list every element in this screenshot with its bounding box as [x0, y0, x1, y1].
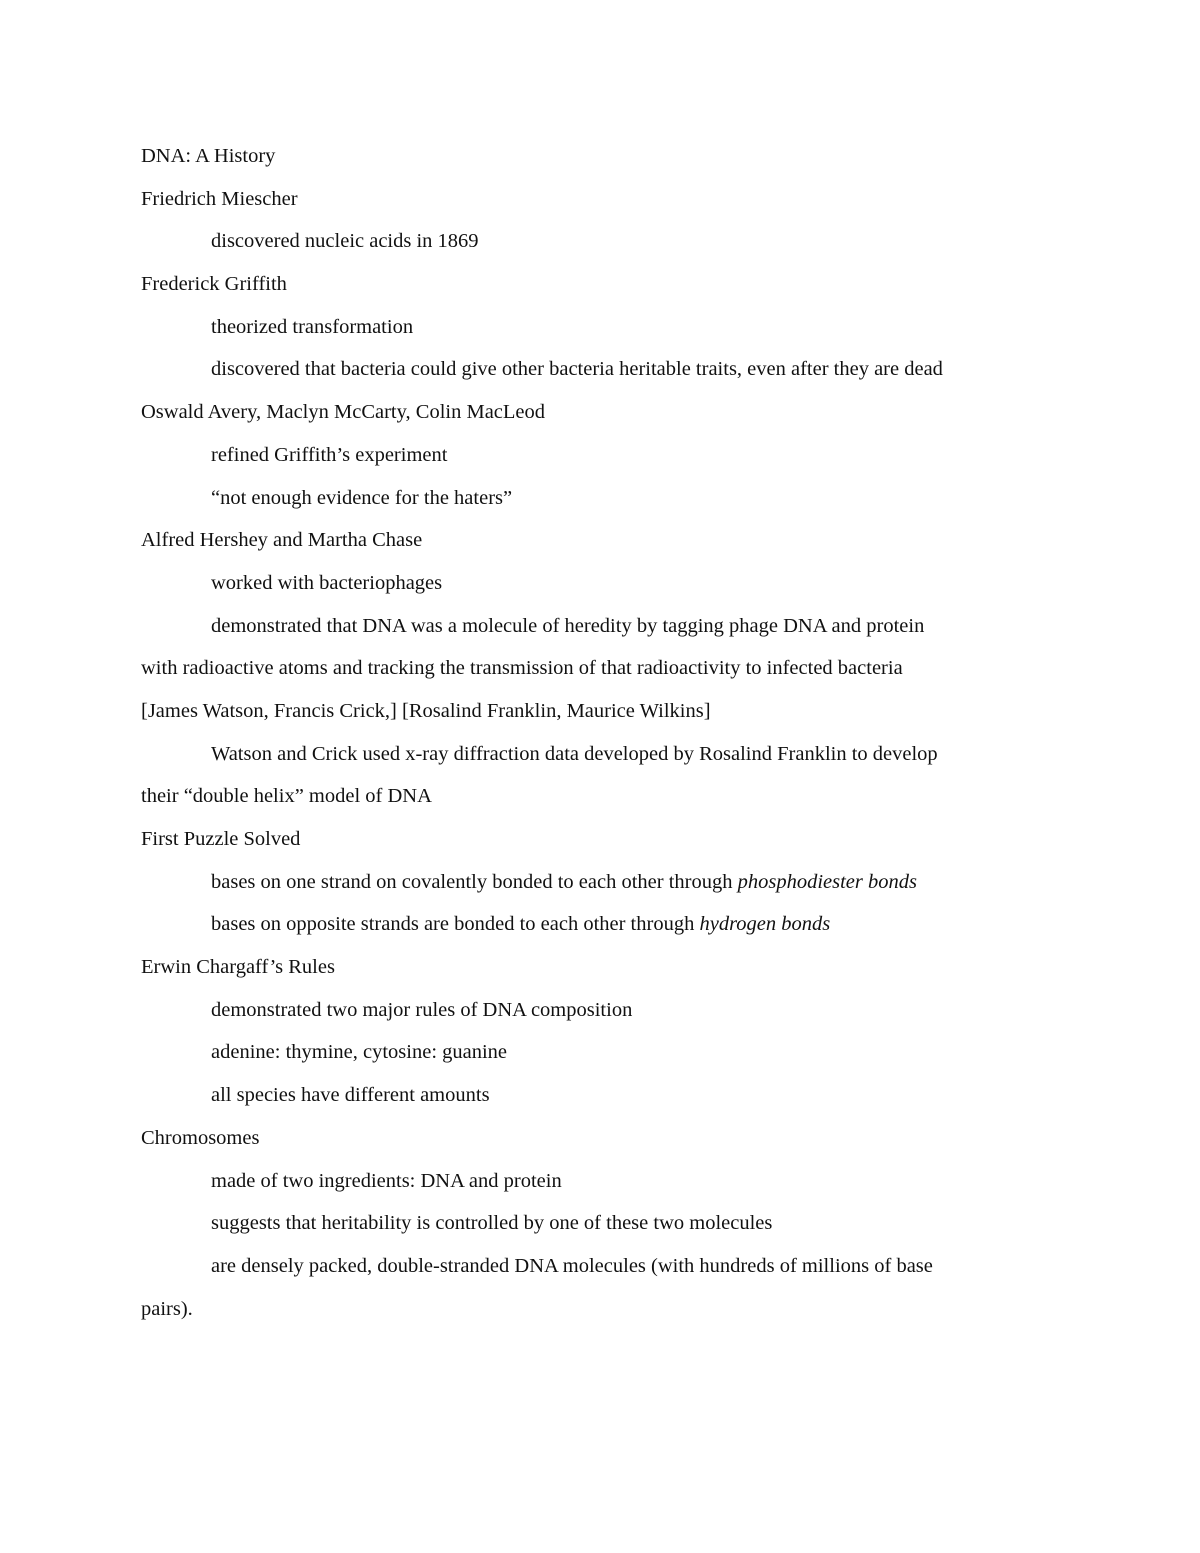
- section-point: suggests that heritability is controlled by one of these two molecules: [211, 1212, 773, 1235]
- section-point: Watson and Crick used x-ray diffraction data developed by Rosalind Franklin to develop: [211, 742, 938, 765]
- section-point: adenine: thymine, cytosine: guanine: [211, 1041, 508, 1064]
- section-heading: Friedrich Miescher: [141, 187, 298, 210]
- document-body: [141, 140, 1061, 1335]
- section-point-continuation: their “double helix” model of DNA: [141, 785, 432, 808]
- emphasized-term: phosphodiester bonds: [737, 870, 917, 893]
- section-point: theorized transformation: [211, 315, 414, 338]
- section-point: worked with bacteriophages: [211, 571, 443, 594]
- point-text: bases on one strand on covalently bonded to each other through: [211, 870, 738, 893]
- section-point: “not enough evidence for the haters”: [211, 486, 513, 509]
- section-point: discovered nucleic acids in 1869: [211, 230, 479, 253]
- section-heading: [James Watson, Francis Crick,] [Rosalind Franklin, Maurice Wilkins]: [141, 699, 711, 722]
- section-heading: Alfred Hershey and Martha Chase: [141, 529, 423, 552]
- section-point: [141, 908, 1061, 951]
- section-point: are densely packed, double-stranded DNA molecules (with hundreds of millions of base: [211, 1254, 933, 1277]
- section-point: demonstrated that DNA was a molecule of heredity by tagging phage DNA and protein: [211, 614, 925, 637]
- document-title: DNA: A History: [141, 145, 276, 167]
- section-heading: Chromosomes: [141, 1126, 260, 1149]
- section-point: made of two ingredients: DNA and protein: [211, 1169, 562, 1192]
- section-point: all species have different amounts: [211, 1084, 490, 1107]
- point-text: bases on opposite strands are bonded to each other through: [211, 913, 700, 936]
- section-heading: First Puzzle Solved: [141, 828, 301, 850]
- section-point-continuation: with radioactive atoms and tracking the transmission of that radioactivity to infected bacteria: [141, 657, 903, 680]
- section-heading: Frederick Griffith: [141, 273, 287, 296]
- emphasized-term: hydrogen bonds: [699, 913, 831, 936]
- section-point: demonstrated two major rules of DNA composition: [211, 998, 633, 1021]
- section-heading: Erwin Chargaff’s Rules: [141, 956, 335, 979]
- section-heading: Oswald Avery, Maclyn McCarty, Colin MacLeod: [141, 401, 546, 424]
- section-point: [141, 866, 1061, 909]
- section-point: discovered that bacteria could give other bacteria heritable traits, even after they are dead: [211, 358, 943, 381]
- section-point: refined Griffith’s experiment: [211, 443, 448, 466]
- section-point-continuation: pairs).: [141, 1297, 193, 1320]
